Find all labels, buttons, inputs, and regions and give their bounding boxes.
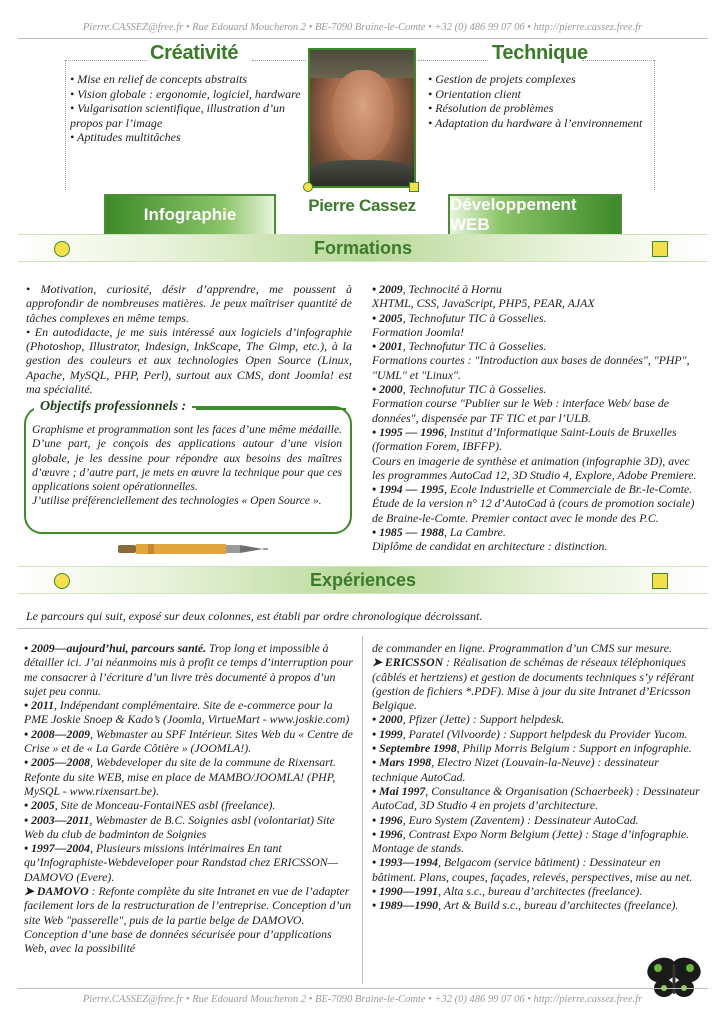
experiences-band [18, 566, 708, 594]
objectifs-title-line [196, 408, 346, 410]
experience-entry: • 1999, Paratel (Vilvoorde) : Support helpdesk du Provider Yucom. [372, 726, 688, 741]
experience-entry: • 1990—1991, Alta s.c., bureau d’architectes (freelance). [372, 884, 643, 899]
formation-detail: Étude de la version n° 12 d’AutoCad à (cours de promotion sociale) de Braine-le-Comte. Premier contact avec le monde des P.C. [372, 496, 695, 525]
experiences-intro: Le parcours qui suit, exposé sur deux colonnes, est établi par ordre chronologique décroissant. [26, 609, 483, 623]
band-square-icon [652, 573, 668, 589]
objectifs-paragraph: J’utilise préférenciellement des technologies « Open Source ». [32, 494, 322, 508]
formations-band [18, 234, 708, 262]
tab-developpement-web: Développement WEB [448, 194, 622, 234]
creativite-dash-vert [65, 60, 66, 190]
column-divider [362, 636, 363, 984]
formations-paragraph: • Motivation, curiosité, désir d’apprendre, me poussent à approfondir de nombreuses matières. Je peux maîtriser quantité de tâches complexes en même temps. [26, 282, 352, 325]
experience-entry: • 2011, Indépendant complémentaire. Site de e-commerce pour la PME Joskie Snoep & Kado’s (Joomla, VirtueMart - www.joskie.com) [24, 698, 350, 727]
experience-entry: ➤ ERICSSON : Réalisation de schémas de réseaux téléphoniques (câblés et hertziens) et gestion de documents techniques s’y référant (gestion de fichiers *.PDF). Mise à jour du site Intranet d’Ericsson Belgique. [372, 655, 695, 713]
experiences-rule [18, 628, 708, 629]
header-rule [18, 38, 708, 39]
experience-entry: • 2003—2011, Webmaster de B.C. Soignies asbl (volontariat) Site Web du club de badminton de Soignies [24, 812, 335, 841]
creativite-item: • Aptitudes multitâches [70, 130, 302, 145]
experience-entry: • Mai 1997, Consultance & Organisation (Schaerbeek) : Dessinateur AutoCad, 3D Studio 4 en projets d’architecture. [372, 783, 700, 813]
experiences-title: Expériences [309, 570, 417, 590]
formation-detail: Formations courtes : "Introduction aux bases de données", "PHP", "UML" et "Linux". [372, 353, 690, 382]
creativite-list [70, 72, 302, 145]
experience-entry: ➤ DAMOVO : Refonte complète du site Intranet en vue de l’adapter facilement lors de la restructuration de l’entreprise. Conception d’un site Web "passerelle", puis de la partie belge de DAMOVO. Conception d’une base de données sécurisée pour d’applications Web, avec la possibilité [24, 884, 352, 956]
photo-face [332, 70, 394, 160]
experiences-right-column [372, 641, 702, 913]
experience-entry: • Mars 1998, Electro Nizet (Louvain-la-Neuve) : dessinateur technique AutoCad. [372, 755, 659, 784]
experience-entry: • 2005—2008, Webdeveloper du site de la commune de Rixensart. Refonte du site WEB, mise en place de MAMBO/JOOMLA! (PHP, MySQL - www.rixensart.be). [24, 755, 336, 798]
photo-square-marker [409, 182, 419, 192]
experience-entry: de commander en ligne. Programmation d’un CMS sur mesure. [372, 641, 672, 655]
formation-detail: XHTML, CSS, JavaScript, PHP5, PEAR, AJAX [372, 296, 595, 311]
technique-item: • Orientation client [428, 87, 658, 102]
formation-entry: • 2000, Technofutur TIC à Gosselies. [372, 382, 547, 397]
experience-entry: • 2009—aujourd’hui, parcours santé. Trop long et impossible à détailler ici. J’ai néanmoins mis à profit ce temps d’interruption pour me consacrer à l’écriture d’un livre très documenté à propos d’un sujet peu connu. [24, 641, 353, 698]
technique-item: • Adaptation du hardware à l’environnement [428, 116, 658, 131]
formation-entry: • 2009, Technocité à Hornu [372, 282, 502, 296]
objectifs-text [32, 423, 342, 509]
formation-entry: • 2001, Technofutur TIC à Gosselies. [372, 339, 547, 354]
formations-right-text [372, 282, 702, 554]
experience-entry: • 1997—2004, Plusieurs missions intérimaires En tant qu’Infographiste-Webdeveloper pour Randstad chez ERICSSON—DAMOVO (Evere). [24, 841, 339, 884]
experience-entry: • 2000, Pfizer (Jette) : Support helpdesk. [372, 712, 565, 727]
formations-left-text [26, 282, 352, 396]
objectifs-paragraph: Graphisme et programmation sont les faces d’une même médaille. D’une part, je conçois des applications autour d’une vision globale, je les dessine pour répondre aux besoins des maîtres d’œuvre ; d’autre part, je mets en œuvre la technique pour que ces applications soient opérationnelles. [32, 423, 342, 494]
experience-entry: • 1996, Contrast Expo Norm Belgium (Jette) : Stage d’infographie. Montage de stands. [372, 826, 690, 856]
creativite-dash-right [252, 60, 306, 61]
technique-dash-left [418, 60, 488, 61]
formations-paragraph: • En autodidacte, je me suis intéressé aux logiciels d’infographie (Photoshop, Illustrator, Indesign, InkScape, The Gimp, etc.), à la gestion des couleurs et aux technologies Open Source (Linux, Apache, MySQL, PHP, Perl), surtout aux CMS, dont Joomla! est ma spécialité. [26, 324, 352, 397]
creativite-item: • Vulgarisation scientifique, illustration d’un propos par l’image [70, 101, 302, 130]
formation-entry: • 1995 — 1996, Institut d’Informatique Saint-Louis de Bruxelles (formation Forem, IBFFP). [372, 424, 677, 454]
formations-title: Formations [313, 238, 412, 258]
experiences-left-column [24, 641, 354, 956]
photo-dot-marker [303, 182, 313, 192]
experience-entry: • 2005, Site de Monceau-FontaiNES asbl (freelance). [24, 798, 276, 813]
creativite-item: • Mise en relief de concepts abstraits [70, 72, 302, 87]
footer-rule [18, 988, 708, 989]
technique-item: • Gestion de projets complexes [428, 72, 658, 87]
technique-list [428, 72, 658, 130]
band-square-icon [652, 241, 668, 257]
technique-dash-right [582, 60, 654, 61]
formation-entry: • 2005, Technofutur TIC à Gosselies. [372, 310, 547, 325]
formation-detail: Formation course "Publier sur le Web : interface Web/ base de données", dispensée par TF TIC et par l’ULB. [372, 396, 669, 425]
technique-title: Technique [492, 42, 588, 64]
person-name: Pierre Cassez [308, 196, 416, 215]
formation-entry: • 1994 — 1995, Ecole Industrielle et Commerciale de Br.-le-Comte. [372, 482, 693, 497]
tab-infographie: Infographie [104, 194, 276, 234]
experience-entry: • 1996, Euro System (Zaventem) : Dessinateur AutoCad. [372, 812, 639, 827]
creativite-dash-left [65, 60, 147, 61]
formation-detail: Cours en imagerie de synthèse et animation (infographie 3D), avec les programmes AutoCad 12, 3D Studio 4, Explore, Adobe Premiere. [372, 453, 697, 482]
experience-entry: • 1989—1990, Art & Build s.c., bureau d’architectes (freelance). [372, 898, 679, 913]
formation-detail: Formation Joomla! [372, 324, 465, 339]
experience-entry: • 2008—2009, Webmaster au SPF Intérieur. Sites Web du « Centre de Crise » et de « La Garde Côtière » (JOOMLA!). [24, 726, 353, 756]
formation-entry: • 1985 — 1988, La Cambre. [372, 525, 506, 540]
footer-contact: Pierre.CASSEZ@free.fr • Rue Edouard Moucheron 2 • BE-7090 Braine-le-Comte • +32 (0) 486 99 07 06 • http://pierre.cassez.free.fr [82, 994, 643, 1005]
experience-entry: • 1993—1994, Belgacom (service bâtiment) : Dessinateur en bâtiment. Plans, coupes, façades, relevés, perspectives, mise au net. [372, 855, 693, 884]
portrait-photo [308, 48, 416, 188]
experience-entry: • Septembre 1998, Philip Morris Belgium : Support en infographie. [372, 741, 692, 756]
formation-detail: Diplôme de candidat en architecture : distinction. [372, 539, 608, 554]
creativite-item: • Vision globale : ergonomie, logiciel, hardware [70, 87, 302, 102]
creativite-title: Créativité [150, 42, 239, 64]
objectifs-title: Objectifs professionnels : [34, 399, 192, 415]
header-contact: Pierre.CASSEZ@free.fr • Rue Edouard Moucheron 2 • BE-7090 Braine-le-Comte • +32 (0) 486 99 07 06 • http://pierre.cassez.free.fr [82, 22, 643, 33]
pencil-icon [118, 542, 268, 556]
photo-shirt [310, 160, 414, 186]
technique-item: • Résolution de problèmes [428, 101, 658, 116]
